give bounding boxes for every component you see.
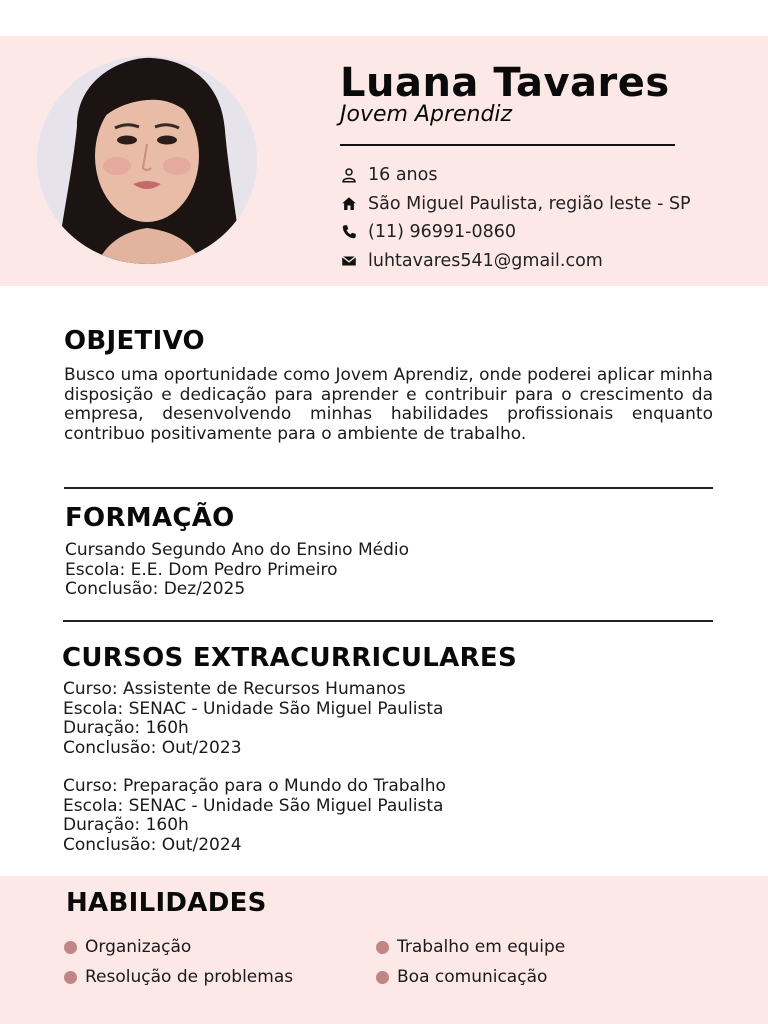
course-conclusion: Conclusão: Out/2024 bbox=[63, 834, 242, 855]
profile-photo bbox=[37, 56, 257, 264]
objective-text: Busco uma oportunidade como Jovem Aprendiz, onde poderei aplicar minha disposição e dedicação para aprender e contribuir para o crescimento da empresa, desenvolvendo minhas habilidades profissionais enquanto contribuo positivamente para o ambiente de trabalho. bbox=[64, 365, 713, 444]
course-item bbox=[63, 777, 713, 855]
phone-icon bbox=[338, 221, 360, 243]
header-band bbox=[0, 36, 768, 286]
contact-address bbox=[338, 190, 758, 219]
portrait-illustration bbox=[37, 56, 257, 264]
person-icon bbox=[338, 164, 360, 186]
objective-title: OBJETIVO bbox=[64, 326, 205, 356]
course-school: Escola: SENAC - Unidade São Miguel Paulista bbox=[63, 698, 444, 719]
bullet-icon bbox=[376, 971, 389, 984]
section-divider bbox=[64, 487, 713, 489]
skill-label: Resolução de problemas bbox=[85, 967, 294, 987]
education-line: Escola: E.E. Dom Pedro Primeiro bbox=[65, 559, 338, 580]
contact-email bbox=[338, 247, 758, 276]
courses-title: CURSOS EXTRACURRICULARES bbox=[62, 643, 518, 673]
course-school: Escola: SENAC - Unidade São Miguel Paulista bbox=[63, 795, 444, 816]
education-title: FORMAÇÃO bbox=[65, 503, 235, 533]
contact-phone-text: (11) 96991-0860 bbox=[368, 222, 517, 243]
course-conclusion: Conclusão: Out/2023 bbox=[63, 737, 242, 758]
skill-item bbox=[376, 937, 565, 957]
bullet-icon bbox=[376, 941, 389, 954]
course-duration: Duração: 160h bbox=[63, 815, 189, 835]
section-divider bbox=[63, 620, 713, 622]
course-duration: Duração: 160h bbox=[63, 718, 189, 738]
education-line: Cursando Segundo Ano do Ensino Médio bbox=[65, 540, 409, 560]
bullet-icon bbox=[64, 971, 77, 984]
header-divider bbox=[340, 144, 675, 146]
contact-email-text: luhtavares541@gmail.com bbox=[368, 250, 603, 271]
bullet-icon bbox=[64, 941, 77, 954]
contact-age-text: 16 anos bbox=[368, 165, 438, 186]
contact-phone bbox=[338, 218, 758, 247]
contact-age bbox=[338, 161, 758, 190]
candidate-role: Jovem Aprendiz bbox=[340, 102, 513, 127]
skill-item bbox=[64, 967, 293, 987]
home-icon bbox=[338, 193, 360, 215]
course-name: Curso: Preparação para o Mundo do Trabalho bbox=[63, 776, 446, 796]
email-icon bbox=[338, 250, 360, 272]
course-name: Curso: Assistente de Recursos Humanos bbox=[63, 679, 406, 699]
courses-list bbox=[63, 680, 713, 874]
skill-label: Boa comunicação bbox=[397, 967, 548, 987]
education-details bbox=[65, 541, 705, 600]
skills-title: HABILIDADES bbox=[66, 888, 267, 918]
skill-item bbox=[64, 937, 191, 957]
skill-item bbox=[376, 967, 547, 987]
candidate-name: Luana Tavares bbox=[340, 60, 670, 106]
skill-label: Trabalho em equipe bbox=[397, 937, 566, 957]
contact-list bbox=[338, 161, 758, 275]
education-line: Conclusão: Dez/2025 bbox=[65, 579, 246, 599]
contact-address-text: São Miguel Paulista, região leste - SP bbox=[368, 193, 691, 214]
skill-label: Organização bbox=[85, 937, 192, 957]
course-item bbox=[63, 680, 713, 758]
skills-band bbox=[0, 876, 768, 1024]
